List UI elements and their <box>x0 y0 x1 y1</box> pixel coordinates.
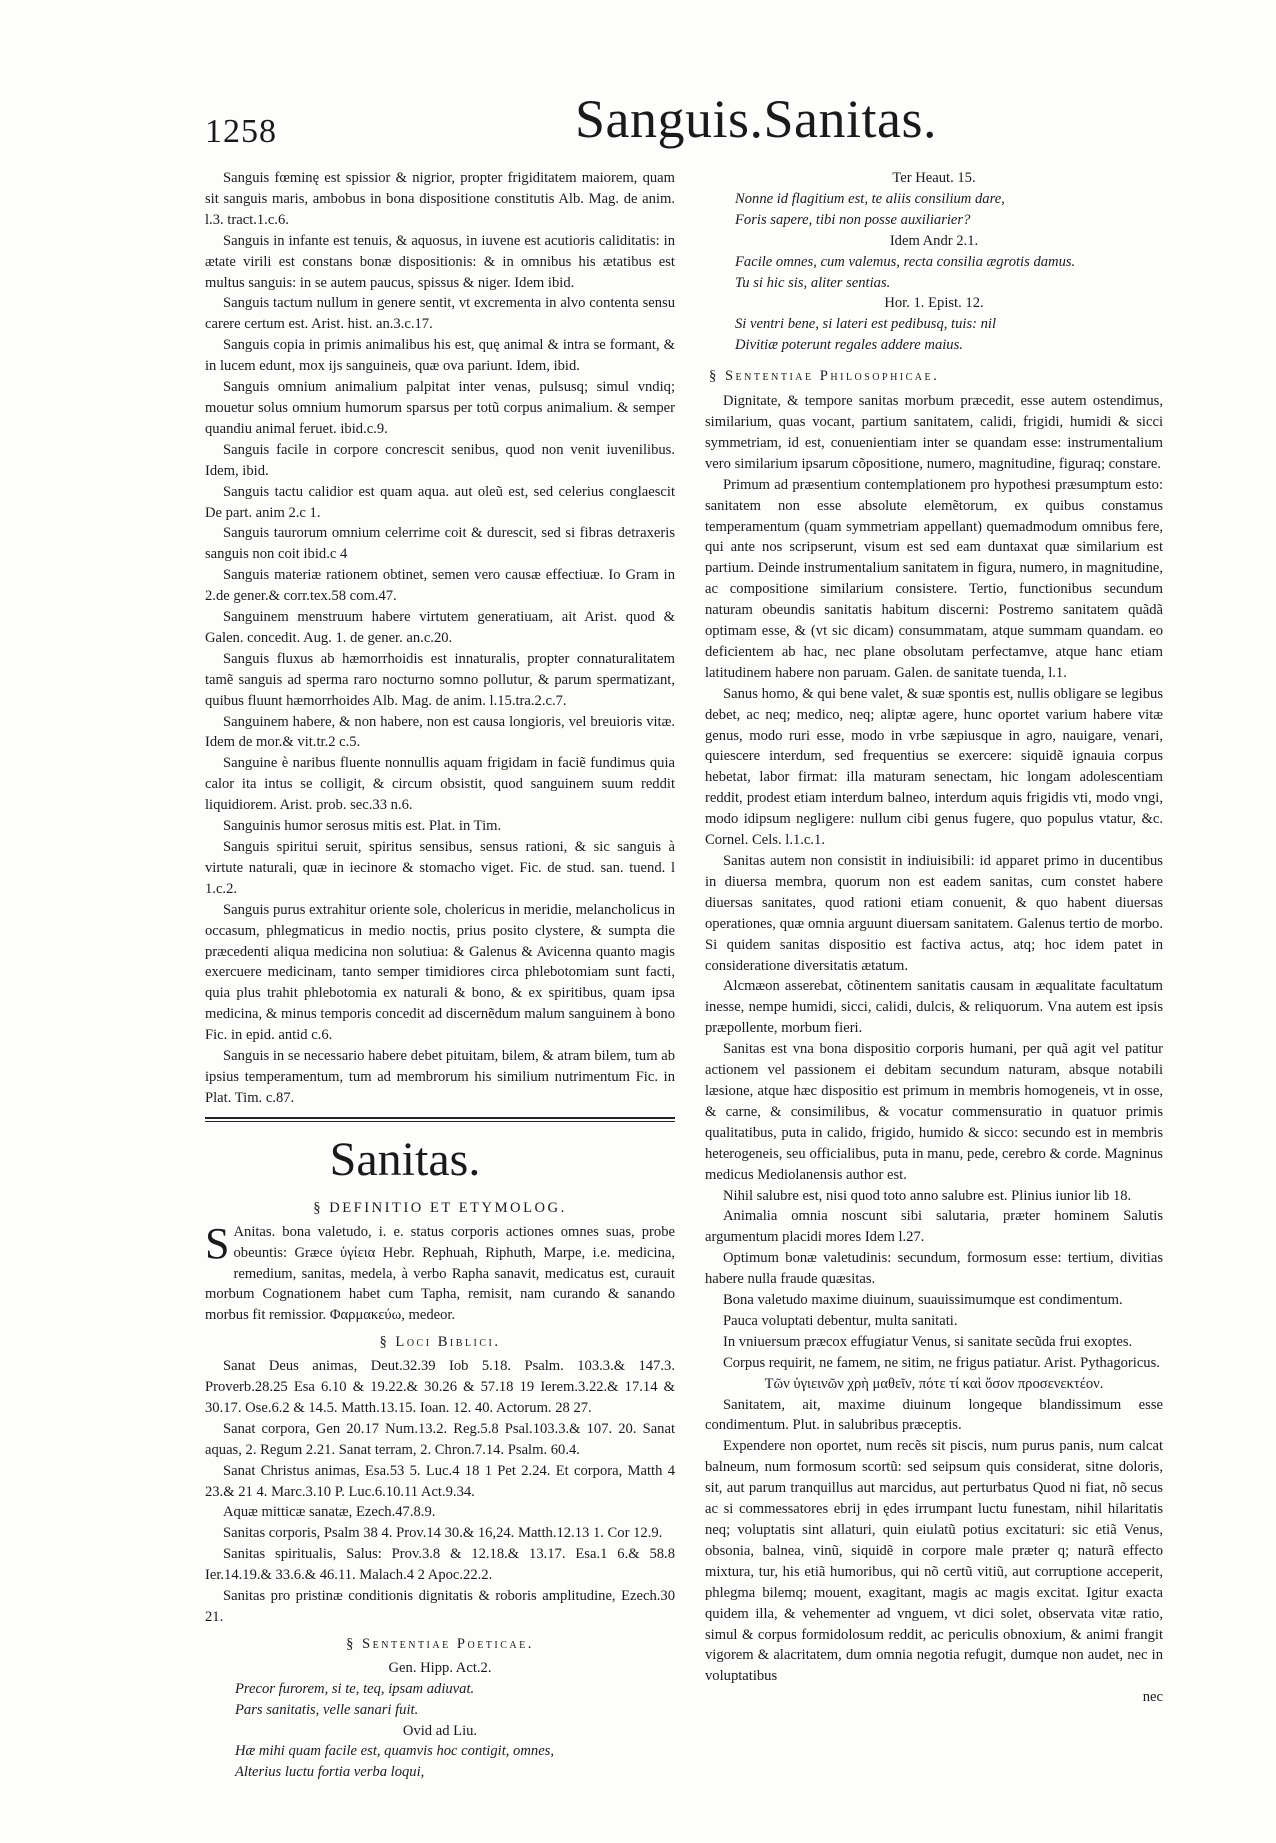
page-header <box>205 88 1085 168</box>
verse-source: Ovid ad Liu. <box>402 1722 478 1739</box>
verse-line: Precor furorem, si te, teq, ipsam adiuvat. <box>235 1680 475 1697</box>
verse-line: Facile omnes, cum valemus, recta consilia ægrotis damus. <box>735 253 1076 270</box>
paragraph: Sanguis purus extrahitur oriente sole, cholericus in meridie, melancholicus in occasum, phlegmaticus in medio noctis, prius posito clystere, & sumpta die præcedenti aliqua medicina non solutiua: & Galenus & Avicenna quanto magis exercuere medicinam, tanto semper timidiores circa phlebotomiam sunt facti, quia plus trahit phlebotomia ex naturali & bono, & ex spiritibus, quam ipsa medicina, & minus temporis concedit ad discernẽdum malum sanguinem à bono Fic. in epid. antid c.6. <box>205 901 675 1044</box>
verse-line: Nonne id flagitium est, te aliis consilium dare, <box>735 190 1005 207</box>
verse-line: Divitiæ poterunt regales addere maius. <box>735 337 963 354</box>
paragraph: Corpus requirit, ne famem, ne sitim, ne frigus patiatur. Arist. Pythagoricus. <box>723 1354 1160 1371</box>
paragraph: Aquæ mitticæ sanatæ, Ezech.47.8.9. <box>223 1504 436 1521</box>
paragraph: Sanat Christus animas, Esa.53 5. Luc.4 18 1 Pet 2.24. Et corpora, Matth 4 23.& 21 4. Marc.3.10 P. Luc.6.10.11 Act.9.34. <box>205 1462 675 1500</box>
section-heading: Sanitas. <box>329 1132 481 1186</box>
paragraph: Sanguis materiæ rationem obtinet, semen vero causæ effectiuæ. Io Gram in 2.de gener.& corr.tex.58 com.47. <box>205 567 675 605</box>
paragraph: Sanitas autem non consistit in indiuisibili: id apparet primo in ducentibus in diuersa membra, quorum non est eadem sanitas, cum constet habere diuersas sanitates, quod rationi etiam conuenit, & quo habent diuersas operationes, quæ omnia arguunt diuersam sanitatem. Galenus tertio de morbo. Si quidem sanitas dispositio est factiva actus, atq; hoc idem patet in consideratione diversitatis ætatum. <box>705 853 1163 974</box>
catchword: nec <box>1142 1689 1163 1706</box>
verse-source: Ter Heaut. 15. <box>892 170 976 186</box>
verse-source: Idem Andr 2.1. <box>889 232 979 249</box>
paragraph: Sanguis taurorum omnium celerrime coit & durescit, sed si fibras detraxeris sanguis non coit ibid.c 4 <box>205 525 675 563</box>
paragraph: Expendere non oportet, num recẽs sit piscis, num purus panis, num calcat balneum, num formosum scortũ: sed seipsum quis considerat, sitne doloris, sit, aut parum tranquillus aut marcidus, aut perturbatus Quod ni fiat, nõ secus ac si commessatores ebrij in ędes irrumpant luctu funestam, nihil hilaritatis neq; voluptatis sint allaturi, quin eiulatũ potius excitaturi: sic etiã Venus, obsonia, balnea, vinũ, siquidẽ in corpore male præter q; naturã effecto mixtura, tur, his etiã humoribus, qui nõ certũ vitiũ, aut corruptione acceperit, phlegma bilemq; mouent, exagitant, magis ac magis excitat. Igitur exacta quidem illa, & vehementer ad vnguem, vt dici solet, observata vitæ ratio, simul & corpus formidolosum reddit, ac periculis obnoxium, & animi frangit vigorem & alacritatem, dum omnia negotia refugit, dumque non audet, nec in voluptatibus <box>705 1438 1163 1685</box>
page-number: 1258 <box>205 113 277 150</box>
paragraph: Sanitas spiritualis, Salus: Prov.3.8 & 12.18.& 13.17. Esa.1 6.& 58.8 Ier.14.19.& 33.6.& 46.11. Malach.4 2 Apoc.22.2. <box>205 1546 675 1584</box>
paragraph: Primum ad præsentium contemplationem pro hypothesi præsumptum esto: sanitatem non esse absolute elemẽtorum, ex quibus constamus temperamentum (quam symmetriam appellant) quemadmodum omnibus fere, qui ante nos scripserunt, visum est sed eam duntaxat quæ similarium est partium. Deinde instrumentalium sanitatem in figura, numero, in magnitudine, ac compositione similarium consistere. Tertio, functionibus secundum naturam obeundis sanitatis habitum discerni: Postremo sanitatem quãdã optimam esse, & (vt sic dicam) consummatam, atque summam quandam. eo deficientem ab hac, nec plane obsolutam perfectamve, atque hanc etiam latitudinem habere non paruam. Galen. de sanitate tuenda, l.1. <box>705 476 1163 681</box>
paragraph: Sanguinem menstruum habere virtutem generatiuam, ait Arist. quod & Galen. concedit. Aug. 1. de gener. an.c.20. <box>205 609 675 646</box>
paragraph: Sanat corpora, Gen 20.17 Num.13.2. Reg.5.8 Psal.103.3.& 107. 20. Sanat aquas, 2. Regum 2.21. Sanat terram, 2. Chron.7.14. Psalm. 60.4. <box>205 1420 675 1458</box>
verse-line: Tu si hic sis, aliter sentias. <box>735 274 891 291</box>
greek-line: Τῶν ὑγιεινῶν χρὴ μαθεῖν, πότε τί καὶ ὅσον προσενεκτέον. <box>764 1375 1104 1392</box>
verse-line: Hæ mihi quam facile est, quamvis hoc contigit, omnes, <box>235 1743 554 1760</box>
verse-line: Pars sanitatis, velle sanari fuit. <box>235 1701 419 1718</box>
section-rule <box>205 1117 675 1122</box>
paragraph: Sanat Deus animas, Deut.32.39 Iob 5.18. Psalm. 103.3.& 147.3. Proverb.28.25 Esa 6.10 & 19.22.& 30.26 & 57.18 19 Ierem.3.22.& 17.14 & 30.17. Ose.6.2 & 14.5. Matth.13.15. Ioan. 12. 40. Actorum. 28 27. <box>205 1358 675 1416</box>
subsection-heading: § DEFINITIO ET ETYMOLOG. <box>313 1199 567 1216</box>
paragraph: Sanguis tactum nullum in genere sentit, vt excrementa in alvo contenta sensu carere certum est. Arist. hist. an.3.c.17. <box>205 295 675 333</box>
drop-cap: S <box>205 1218 230 1268</box>
paragraph: Sanguis tactu calidior est quam aqua. aut oleũ est, sed celerius conglaescit De part. anim 2.c 1. <box>205 483 675 521</box>
running-title: Sanguis.Sanitas. <box>575 89 938 149</box>
paragraph: Sanguinem habere, & non habere, non est causa longioris, vel breuioris vitæ. Idem de mor.& vit.tr.2 c.5. <box>205 713 675 751</box>
paragraph: Sanguis fluxus ab hæmorrhoidis est innaturalis, propter connaturalitatem tamẽ sanguis ad sperma raro nocturno somno pollutur, & parum spermatizant, quibus fluunt hæmorrhoides Alb. Mag. de anim. l.15.tra.2.c.7. <box>205 650 675 709</box>
paragraph: Dignitate, & tempore sanitas morbum præcedit, esse autem ostendimus, similarium, quas vocant, partium sanitatem, calidi, frigidi, humidi & sicci symmetriam, id est, conuenientiam inter se quandam esse: instrumentalium vero similarium ipsarum cõpositione, numero, magnitudine, figuraq; constare. <box>705 393 1163 472</box>
paragraph: Nihil salubre est, nisi quod toto anno salubre est. Plinius iunior lib 18. <box>723 1187 1132 1204</box>
paragraph: Sanguis omnium animalium palpitat inter venas, pulsusq; simul vndiq; mouetur solus omnium humorum sparsus per totũ corpus animalium. & semper quandiu animal feruet. ibid.c.9. <box>205 379 675 437</box>
paragraph: Sanguis copia in primis animalibus his est, quę animal & intra se formant, & in lucem edunt, mox ijs sanguineis, quæ ova pariunt. Idem, ibid. <box>205 337 675 375</box>
definition-paragraph <box>205 1218 675 1327</box>
paragraph: Sanguis spiritui seruit, spiritus sensibus, sensus rationi, & sic sanguis à virtute naturali, quæ in iecinore & stomacho viget. Fic. de stud. san. tuend. l 1.c.2. <box>205 839 675 897</box>
verse-source: Gen. Hipp. Act.2. <box>388 1659 492 1676</box>
paragraph: Bona valetudo maxime diuinum, suauissimumque est condimentum. <box>723 1292 1123 1309</box>
subsection-heading: § Sententiae Philosophicae. <box>709 368 940 385</box>
paragraph: Sanguinis humor serosus mitis est. Plat. in Tim. <box>223 818 502 835</box>
subsection-heading: § Loci Biblici. <box>379 1334 501 1351</box>
definition-text: Anitas. bona valetudo, i. e. status corporis actiones omnes suas, probe obeuntis: Græce ὑγίεια Hebr. Rephuah, Riphuth, Marpe, i.e. medicina, remedium, sanitas, medela, à verbo Rapha sanavit, medicatus est, curauit morbum Cognationem habet cum Tapha, remisit, nam curando & sanando morbus fit remissior. Φαρμακεύω, medeor. <box>205 1223 675 1324</box>
paragraph: Sanguis in se necessario habere debet pituitam, bilem, & atram bilem, tum ab ipsius temperamentum, tum ad membrorum his similium nutrimentum Fic. in Plat. Tim. c.87. <box>205 1048 675 1106</box>
right-column <box>705 168 1163 1708</box>
paragraph: Sanitatem, ait, maxime diuinum longeque blandissimum esse condimentum. Plut. in salubribus præceptis. <box>705 1396 1163 1434</box>
paragraph: Animalia omnia noscunt sibi salutaria, præter hominem Salutis argumentum placidi mores Idem l.27. <box>705 1208 1163 1246</box>
paragraph: Sanguis fœminę est spissior & nigrior, propter frigiditatem maiorem, quam sit sanguis maris, ambobus in bona dispositione constitutis Alb. Mag. de anim. l.3. tract.1.c.6. <box>205 170 675 228</box>
paragraph: Sanguis in infante est tenuis, & aquosus, in iuvene est acutioris caliditatis: in ætate virili est constans bonæ dispositionis: & in omnibus his ætatibus est multus sanguis: in se autem paucus, spissus & niger. Idem ibid. <box>205 232 675 291</box>
paragraph: Optimum bonæ valetudinis: secundum, formosum esse: tertium, divitias habere nulla fraude quæsitas. <box>705 1250 1163 1288</box>
paragraph: Sanitas pro pristinæ conditionis dignitatis & roboris amplitudine, Ezech.30 21. <box>205 1588 675 1625</box>
paragraph: Sanguine è naribus fluente nonnullis aquam frigidam in faciẽ fundimus quia calor ita intus se colligit, & circum obsistit, quod sanguinem suum reddit liquidiorem. Arist. prob. sec.33 n.6. <box>205 755 675 814</box>
paragraph: Pauca voluptati debentur, multa sanitati. <box>723 1312 958 1329</box>
verse-line: Alterius luctu fortia verba loqui, <box>235 1764 425 1781</box>
verse-line: Si ventri bene, si lateri est pedibusq, tuis: nil <box>735 316 997 333</box>
paragraph: In vniuersum præcox effugiatur Venus, si sanitate secũda frui exoptes. <box>723 1333 1133 1350</box>
subsection-heading: § Sententiae Poeticae. <box>346 1635 534 1652</box>
paragraph: Sanitas est vna bona dispositio corporis humani, per quã agit vel patitur actionem vel passionem ei debitam secundum naturam, absque notabili læsione, atque hæc dispositio est primum in membris homogeneis, vt in osse, & carne, & consimilibus, & vocatur commensuratio in quatuor primis qualitatibus, puta in calido, frigido, humido & sicco: secundo est in membris heterogeneis, seu officialibus, puta in manu, pede, cerebro & corde. Magninus medicus Mediolanensis author est. <box>705 1041 1163 1183</box>
paragraph: Sanitas corporis, Psalm 38 4. Prov.14 30.& 16,24. Matth.12.13 1. Cor 12.9. <box>223 1525 663 1542</box>
paragraph: Sanguis facile in corpore concrescit senibus, quod non venit iuvenilibus. Idem, ibid. <box>205 441 675 479</box>
verse-line: Foris sapere, tibi non posse auxiliarier? <box>735 211 971 228</box>
left-column <box>205 168 675 1783</box>
paragraph: Sanus homo, & qui bene valet, & suæ spontis est, nullis obligare se legibus debet, ac neq; medico, neq; aliptæ agere, hunc oportet varium habere vitæ genus, modo ruri esse, modo in vrbe sæpiusque in agro, nauigare, venari, quiescere interdum, sed frequentius se exercere: siquidẽ ignauia corpus hebetat, labor firmat: illa maturam senectam, hic longam adolescentiam reddit, prodest etiam interdum balneo, interdum aquis frigidis vti, modo vngi, modo idipsum negligere: nullum cibi genus fugere, quo populus vtatur, &c. Cornel. Cels. l.1.c.1. <box>705 685 1163 849</box>
verse-source: Hor. 1. Epist. 12. <box>884 295 984 312</box>
paragraph: Alcmæon asserebat, cõtinentem sanitatis causam in æqualitate facultatum inesse, nempe humidi, sicci, calidi, dulcis, & reliquorum. Vna autem est ipsis præpollente, morbum fieri. <box>705 978 1163 1037</box>
